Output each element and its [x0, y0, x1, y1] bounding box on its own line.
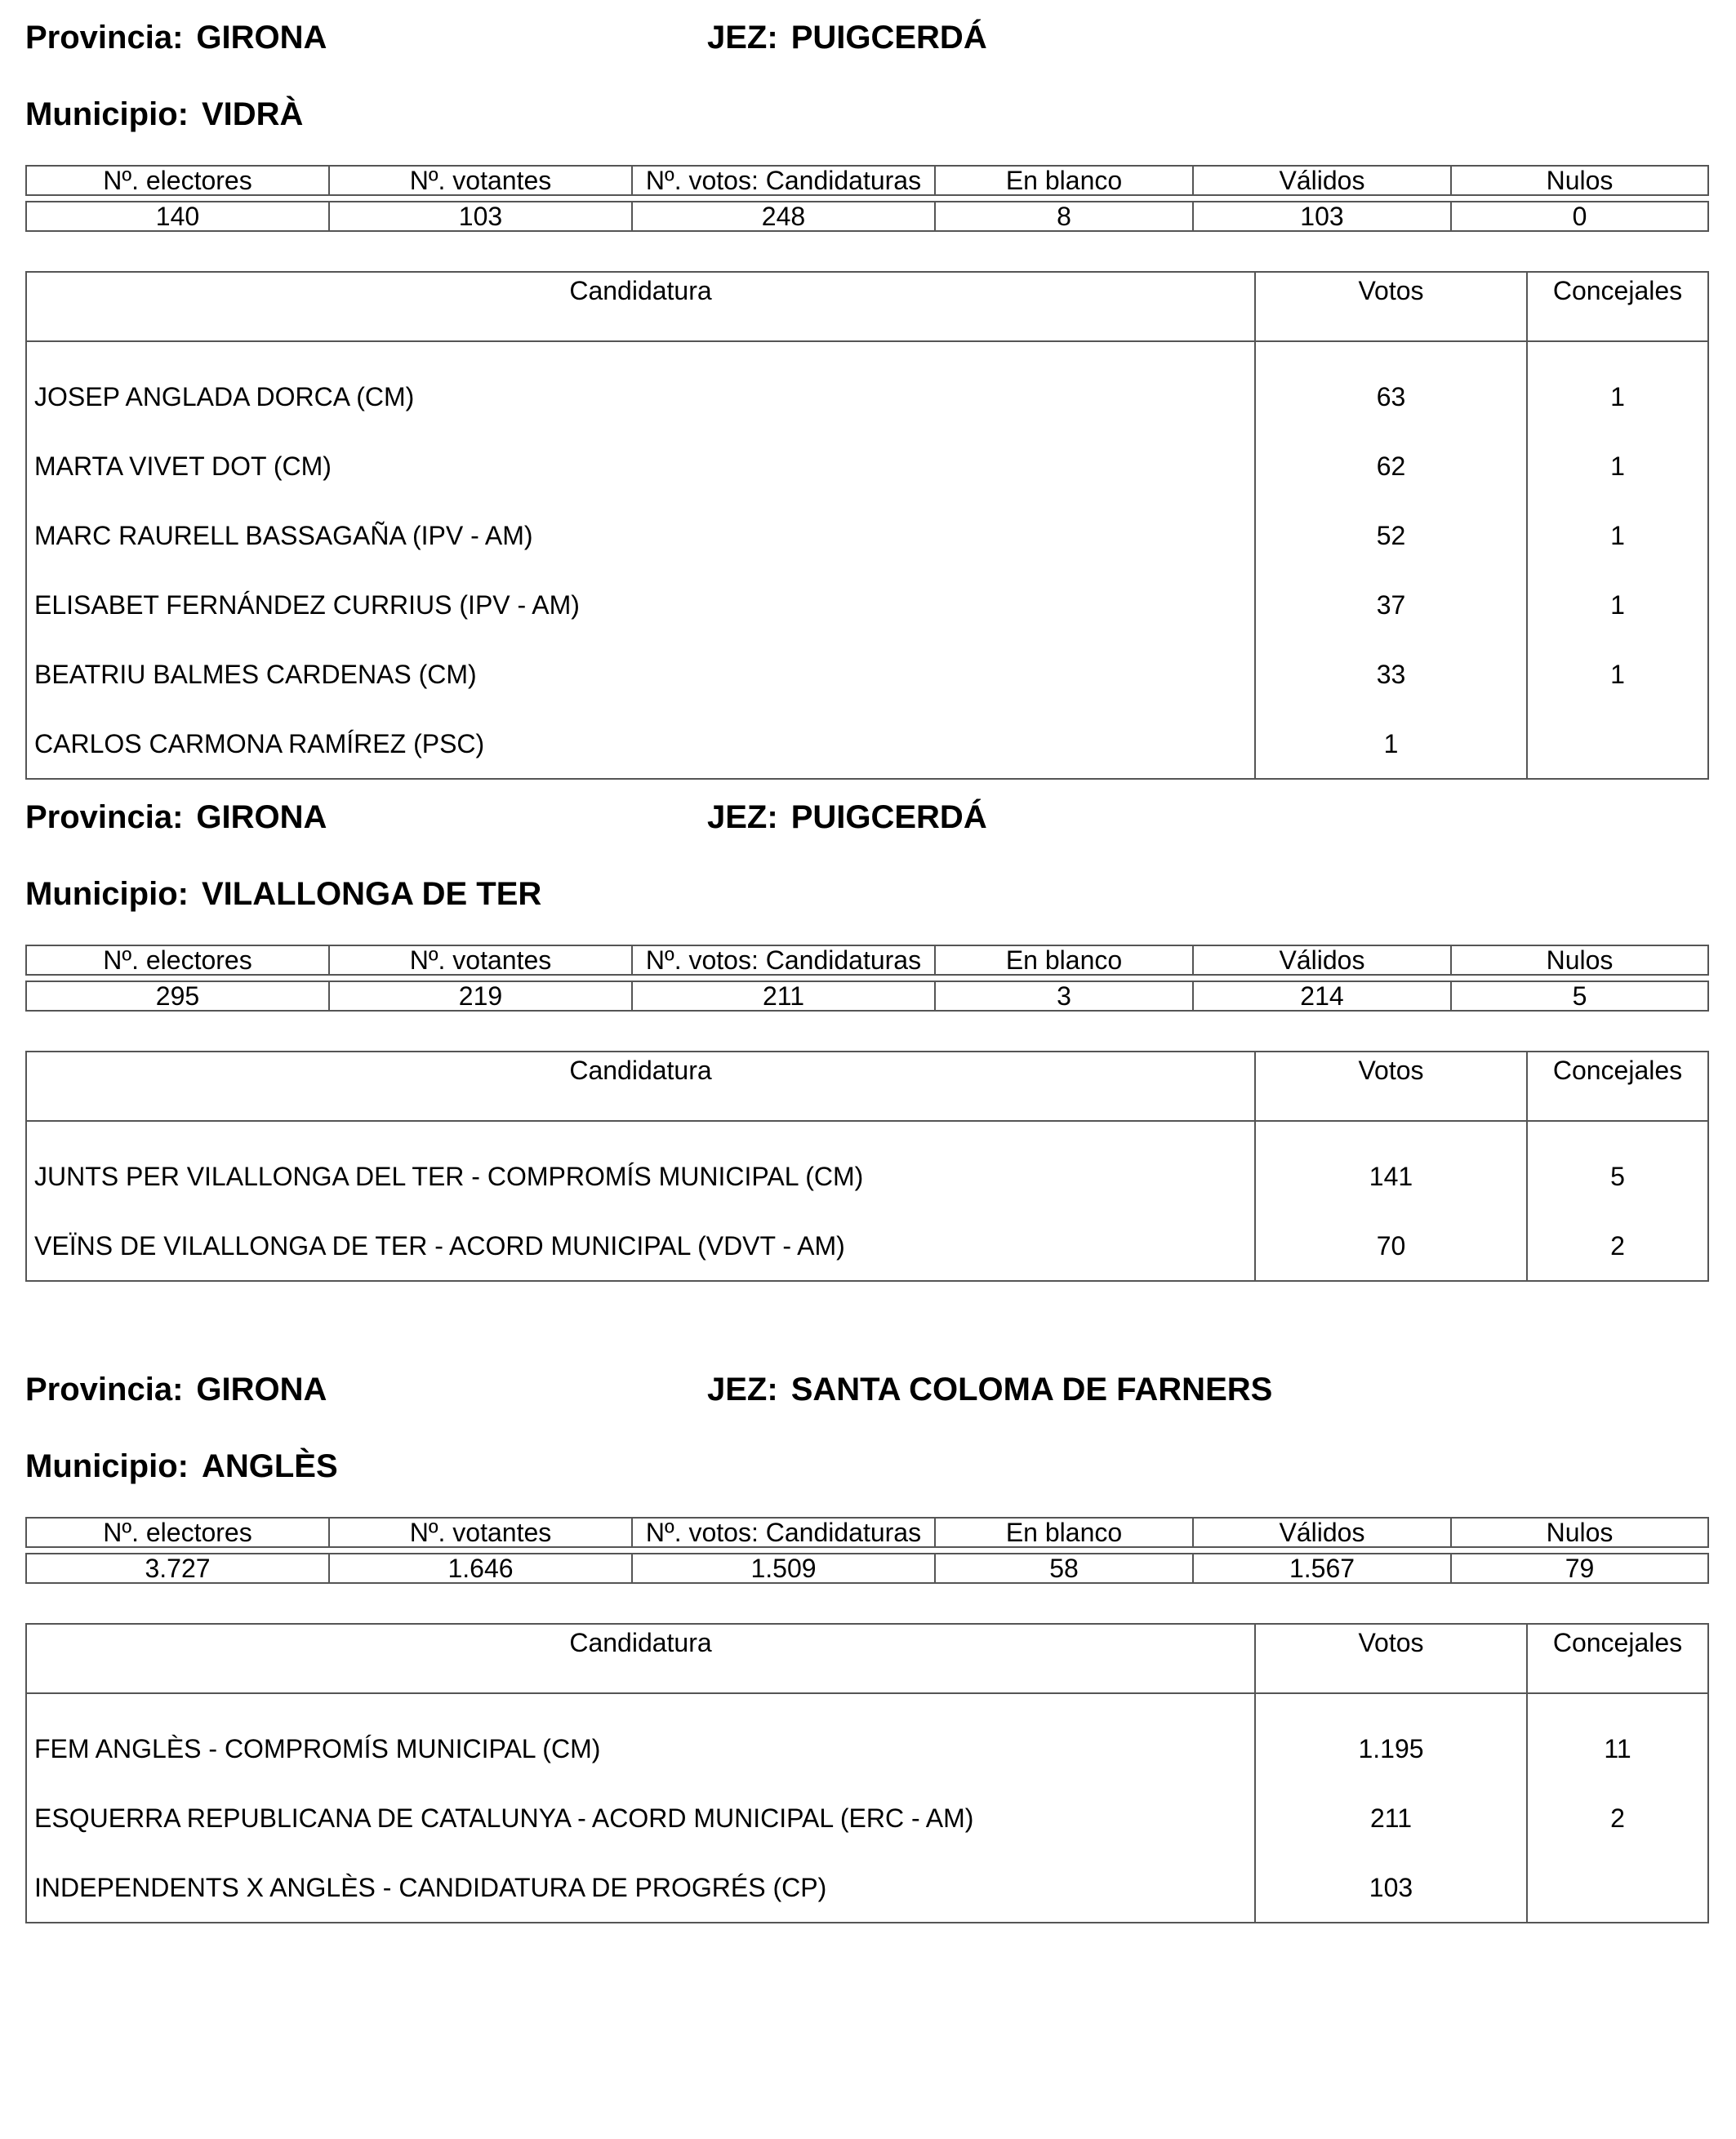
stats-header-en-blanco: En blanco	[935, 1518, 1193, 1547]
candidatura-header: Candidatura	[26, 272, 1255, 341]
stats-value-en-blanco: 3	[935, 981, 1193, 1011]
candidatura-votos: 141	[1255, 1121, 1527, 1211]
stats-table	[25, 945, 1709, 1012]
candidatura-row	[26, 341, 1708, 431]
candidatura-table	[25, 271, 1709, 780]
candidatura-row	[26, 1211, 1708, 1281]
stats-gap	[26, 195, 1708, 202]
candidatura-votos: 37	[1255, 570, 1527, 639]
stats-header-nulos: Nulos	[1451, 1518, 1708, 1547]
candidatura-row	[26, 1693, 1708, 1783]
stats-value-en-blanco: 8	[935, 202, 1193, 231]
stats-value-validos: 1.567	[1193, 1554, 1451, 1583]
candidatura-name: BEATRIU BALMES CARDENAS (CM)	[26, 639, 1255, 709]
candidatura-row	[26, 1852, 1708, 1923]
stats-value-row	[26, 202, 1708, 231]
candidatura-header-row	[26, 272, 1708, 341]
candidatura-header: Candidatura	[26, 1052, 1255, 1121]
candidatura-votos: 70	[1255, 1211, 1527, 1281]
candidatura-name: ESQUERRA REPUBLICANA DE CATALUNYA - ACORD MUNICIPAL (ERC - AM)	[26, 1783, 1255, 1852]
stats-header-electores: Nº. electores	[26, 1518, 329, 1547]
candidatura-header-row	[26, 1052, 1708, 1121]
municipio-heading	[25, 1447, 338, 1486]
candidatura-votos: 63	[1255, 341, 1527, 431]
stats-value-votos-candidaturas: 248	[632, 202, 935, 231]
municipio-heading	[25, 874, 541, 914]
stats-header-votantes: Nº. votantes	[329, 945, 632, 975]
jez-value: SANTA COLOMA DE FARNERS	[790, 1372, 1273, 1407]
jez-value: PUIGCERDÁ	[790, 799, 987, 835]
concejales-header: Concejales	[1527, 1052, 1708, 1121]
stats-header-votantes: Nº. votantes	[329, 1518, 632, 1547]
stats-header-votos-candidaturas: Nº. votos: Candidaturas	[632, 1518, 935, 1547]
jez-heading	[707, 798, 987, 837]
candidatura-name: CARLOS CARMONA RAMÍREZ (PSC)	[26, 709, 1255, 779]
stats-value-votos-candidaturas: 211	[632, 981, 935, 1011]
provincia-value: GIRONA	[196, 1372, 327, 1407]
stats-header-row	[26, 166, 1708, 195]
stats-header-validos: Válidos	[1193, 1518, 1451, 1547]
candidatura-name: JOSEP ANGLADA DORCA (CM)	[26, 341, 1255, 431]
stats-header-en-blanco: En blanco	[935, 945, 1193, 975]
stats-header-nulos: Nulos	[1451, 166, 1708, 195]
stats-gap	[26, 975, 1708, 981]
municipio-value: VIDRÀ	[201, 96, 304, 132]
stats-value-en-blanco: 58	[935, 1554, 1193, 1583]
provincia-label: Provincia:	[25, 1372, 184, 1407]
jez-label: JEZ:	[707, 1372, 778, 1407]
municipio-label: Municipio:	[25, 96, 189, 132]
stats-gap	[26, 1547, 1708, 1554]
concejales-header: Concejales	[1527, 272, 1708, 341]
candidatura-votos: 62	[1255, 431, 1527, 500]
provincia-heading	[25, 1370, 327, 1409]
jez-value: PUIGCERDÁ	[790, 20, 987, 56]
candidatura-table	[25, 1051, 1709, 1282]
stats-header-nulos: Nulos	[1451, 945, 1708, 975]
stats-value-validos: 103	[1193, 202, 1451, 231]
candidatura-concejales	[1527, 1852, 1708, 1923]
votos-header: Votos	[1255, 272, 1527, 341]
stats-value-votantes: 1.646	[329, 1554, 632, 1583]
stats-value-nulos: 79	[1451, 1554, 1708, 1583]
stats-value-electores: 295	[26, 981, 329, 1011]
candidatura-row	[26, 1783, 1708, 1852]
provincia-heading	[25, 18, 327, 57]
candidatura-table	[25, 1623, 1709, 1923]
stats-header-votos-candidaturas: Nº. votos: Candidaturas	[632, 166, 935, 195]
candidatura-name: MARTA VIVET DOT (CM)	[26, 431, 1255, 500]
municipio-label: Municipio:	[25, 876, 189, 912]
jez-heading	[707, 1370, 1272, 1409]
municipio-value: VILALLONGA DE TER	[201, 876, 542, 912]
provincia-value: GIRONA	[196, 799, 327, 835]
provincia-label: Provincia:	[25, 799, 184, 835]
candidatura-row	[26, 1121, 1708, 1211]
jez-label: JEZ:	[707, 20, 778, 56]
stats-header-electores: Nº. electores	[26, 945, 329, 975]
stats-value-electores: 140	[26, 202, 329, 231]
stats-table	[25, 1517, 1709, 1584]
stats-header-validos: Válidos	[1193, 166, 1451, 195]
stats-value-row	[26, 1554, 1708, 1583]
candidatura-votos: 52	[1255, 500, 1527, 570]
candidatura-name: JUNTS PER VILALLONGA DEL TER - COMPROMÍS MUNICIPAL (CM)	[26, 1121, 1255, 1211]
candidatura-concejales: 2	[1527, 1783, 1708, 1852]
candidatura-concejales: 11	[1527, 1693, 1708, 1783]
candidatura-name: VEÏNS DE VILALLONGA DE TER - ACORD MUNICIPAL (VDVT - AM)	[26, 1211, 1255, 1281]
candidatura-votos: 211	[1255, 1783, 1527, 1852]
provincia-label: Provincia:	[25, 20, 184, 56]
candidatura-row	[26, 570, 1708, 639]
municipio-label: Municipio:	[25, 1448, 189, 1484]
stats-value-row	[26, 981, 1708, 1011]
stats-value-validos: 214	[1193, 981, 1451, 1011]
candidatura-votos: 1	[1255, 709, 1527, 779]
stats-header-votos-candidaturas: Nº. votos: Candidaturas	[632, 945, 935, 975]
candidatura-header: Candidatura	[26, 1624, 1255, 1693]
votos-header: Votos	[1255, 1052, 1527, 1121]
candidatura-concejales: 1	[1527, 341, 1708, 431]
stats-value-votantes: 219	[329, 981, 632, 1011]
stats-header-votantes: Nº. votantes	[329, 166, 632, 195]
stats-value-nulos: 5	[1451, 981, 1708, 1011]
provincia-value: GIRONA	[196, 20, 327, 56]
candidatura-name: MARC RAURELL BASSAGAÑA (IPV - AM)	[26, 500, 1255, 570]
candidatura-concejales: 2	[1527, 1211, 1708, 1281]
stats-value-votantes: 103	[329, 202, 632, 231]
candidatura-votos: 33	[1255, 639, 1527, 709]
stats-header-row	[26, 1518, 1708, 1547]
candidatura-row	[26, 500, 1708, 570]
candidatura-concejales: 1	[1527, 570, 1708, 639]
votos-header: Votos	[1255, 1624, 1527, 1693]
candidatura-name: ELISABET FERNÁNDEZ CURRIUS (IPV - AM)	[26, 570, 1255, 639]
municipio-heading	[25, 95, 303, 134]
stats-header-en-blanco: En blanco	[935, 166, 1193, 195]
candidatura-concejales: 1	[1527, 431, 1708, 500]
candidatura-name: FEM ANGLÈS - COMPROMÍS MUNICIPAL (CM)	[26, 1693, 1255, 1783]
stats-table	[25, 165, 1709, 232]
stats-header-electores: Nº. electores	[26, 166, 329, 195]
candidatura-header-row	[26, 1624, 1708, 1693]
candidatura-row	[26, 639, 1708, 709]
candidatura-votos: 103	[1255, 1852, 1527, 1923]
candidatura-concejales	[1527, 709, 1708, 779]
stats-value-electores: 3.727	[26, 1554, 329, 1583]
stats-header-row	[26, 945, 1708, 975]
candidatura-row	[26, 709, 1708, 779]
stats-value-nulos: 0	[1451, 202, 1708, 231]
candidatura-row	[26, 431, 1708, 500]
candidatura-name: INDEPENDENTS X ANGLÈS - CANDIDATURA DE PROGRÉS (CP)	[26, 1852, 1255, 1923]
concejales-header: Concejales	[1527, 1624, 1708, 1693]
candidatura-votos: 1.195	[1255, 1693, 1527, 1783]
stats-header-validos: Válidos	[1193, 945, 1451, 975]
candidatura-concejales: 1	[1527, 500, 1708, 570]
jez-label: JEZ:	[707, 799, 778, 835]
provincia-heading	[25, 798, 327, 837]
candidatura-concejales: 1	[1527, 639, 1708, 709]
municipio-value: ANGLÈS	[201, 1448, 338, 1484]
candidatura-concejales: 5	[1527, 1121, 1708, 1211]
stats-value-votos-candidaturas: 1.509	[632, 1554, 935, 1583]
jez-heading	[707, 18, 987, 57]
